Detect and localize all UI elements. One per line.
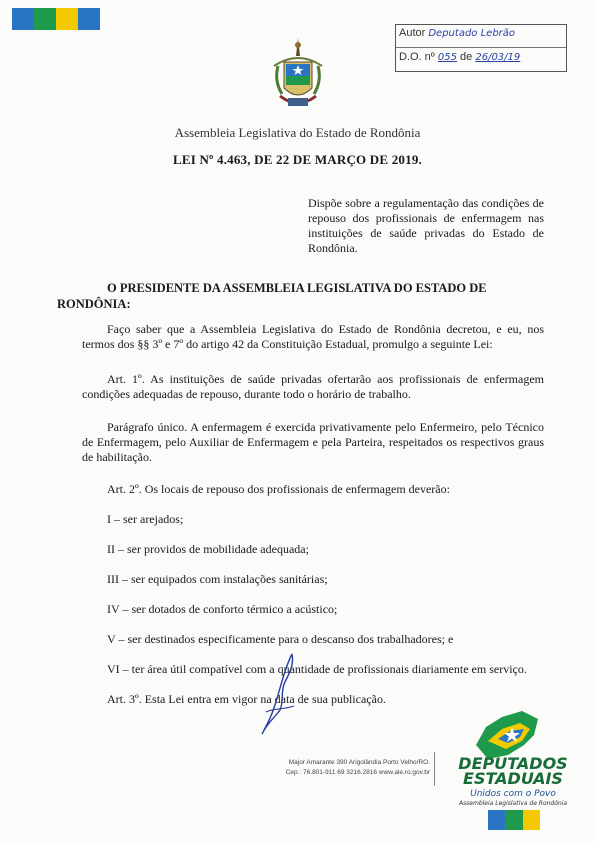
stamp-author-label: Autor	[399, 27, 426, 39]
stamp-date-label: de	[460, 51, 473, 63]
stamp-do-label: D.O. nº	[399, 51, 435, 63]
article-2: Art. 2º. Os locais de repouso dos profissionais de enfermagem deverão:	[107, 482, 450, 496]
logo-title	[448, 756, 578, 786]
signature-mark	[250, 650, 310, 740]
article-3: Art. 3º. Esta Lei entra em vigor na data de sua publicação.	[107, 692, 386, 706]
president-heading	[57, 280, 544, 312]
logo-title-line1: DEPUTADOS	[458, 754, 568, 773]
law-summary: Dispõe sobre a regulamentação das condições de repouso dos profissionais de enfermagem nas instituições de saúde privadas do Estado de Rondônia.	[308, 196, 544, 255]
institution-name: Assembleia Legislativa do Estado de Rondônia	[174, 125, 421, 140]
flag-blue-band-2	[78, 8, 100, 30]
intro-paragraph: Faço saber que a Assembleia Legislativa do Estado de Rondônia decretou, e eu, nos termos dos §§ 3º e 7º do artigo 42 da Constituição Estadual, promulgo a seguinte Lei:	[82, 322, 544, 351]
list-item-iv: IV – ser dotados de conforto térmico a acústico;	[107, 602, 338, 616]
logo-title-line2: ESTADUAIS	[463, 769, 563, 788]
footer-flag-strip	[488, 810, 540, 830]
law-title: LEI Nº 4.463, DE 22 DE MARÇO DE 2019.	[173, 152, 422, 167]
stamp-author-value: Deputado Lebrão	[428, 28, 516, 39]
footer-flag-blue-band	[488, 810, 505, 830]
stamp-divider	[396, 47, 566, 48]
flag-blue-band	[12, 8, 34, 30]
flag-yellow-band	[56, 8, 78, 30]
stamp-do-date: 26/03/19	[475, 52, 521, 63]
article-1: Art. 1º. As instituições de saúde privadas ofertarão aos profissionais de enfermagem condições adequadas de repouso, durante todo o horário de trabalho.	[82, 372, 544, 401]
list-item-i: I – ser arejados;	[107, 512, 184, 526]
logo-subtitle: Assembleia Legislativa de Rondônia	[458, 800, 568, 807]
footer-flag-green-band	[505, 810, 522, 830]
footer-flag-yellow-band	[523, 810, 540, 830]
sole-paragraph: Parágrafo único. A enfermagem é exercida privativamente pelo Enfermeiro, pelo Técnico de Enfermagem, pelo Auxiliar de Enfermagem e pela Parteira, respeitados os respectivos graus de habilitação.	[82, 420, 544, 464]
logo-slogan: Unidos com o Povo	[470, 789, 556, 799]
footer-address-line2: Cep.: 76.801-911 69 3216.2816 www.ale.ro.gov.br	[285, 769, 430, 776]
footer-address	[240, 758, 430, 778]
president-heading-line1: O PRESIDENTE DA ASSEMBLEIA LEGISLATIVA DO ESTADO DE	[107, 281, 487, 295]
president-heading-line2: RONDÔNIA:	[57, 297, 131, 311]
footer-divider	[434, 752, 435, 786]
author-stamp	[395, 24, 567, 72]
list-item-v: V – ser destinados especificamente para o descanso dos trabalhadores; e	[107, 632, 454, 646]
list-item-ii: II – ser providos de mobilidade adequada;	[107, 542, 309, 556]
stamp-do-number: 055	[437, 52, 457, 63]
list-item-vi: VI – ter área útil compatível com a quantidade de profissionais diariamente em serviço.	[107, 662, 527, 676]
rondonia-flag-strip	[12, 8, 100, 30]
list-item-iii: III – ser equipados com instalações sanitárias;	[107, 572, 328, 586]
coat-of-arms-icon	[268, 36, 328, 116]
footer-address-line1: Major Amarante 390 Arigolândia Porto Velho/RO.	[288, 759, 430, 766]
flag-green-band	[34, 8, 56, 30]
